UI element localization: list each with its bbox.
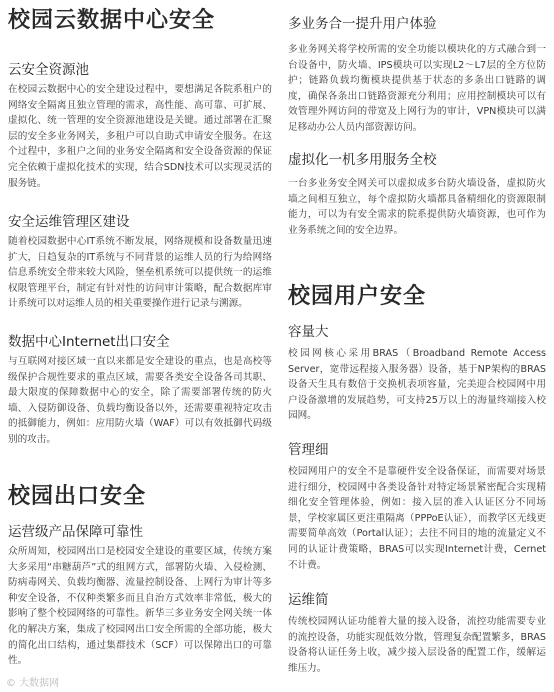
section-simple-ops <box>288 590 546 676</box>
paragraph-multi-service: 多业务网关将学校所需的安全功能以模块化的方式融合到一台设备中，防火墙、IPS模块可以实现L2～L7层的全方位防护；链路负载均衡模块提供基于状态的多条出口链路的调度，确保各条出口链路资源充分利用；应用控制模块可以有效管理外网访问的带宽及上网行为的审计，VPN模块可以满足移动办公人员内部资源访问。 <box>288 44 546 133</box>
heading-fine-management: 管理细 <box>288 442 329 458</box>
paragraph-capacity: 校园网核心采用BRAS（Broadband Remote Access Server，宽带远程接入服务器）设备，基于NP架构的BRAS设备天生具有数倍于交换机表项容量，完美迎合校园网中用户设备激增的发展趋势，可支持25万以上的海量终端接入校园网。 <box>288 348 546 422</box>
page-title-cloud-dc-security: 校园云数据中心安全 <box>8 8 216 33</box>
paragraph-cloud-resource-pool: 在校园云数据中心的安全建设过程中，要想满足各院系租户的网络安全隔离且独立管理的需求，高性能、高可靠、可扩展、虚拟化、统一管理的安全资源池建设是关键。通过部署在汇聚层的安全多业务网关，多租户可以自助式申请安全服务。在这个过程中，多租户之间的业务安全隔离和安全设备资源的保证完全依赖于虚拟化技术的实现，结合SDN技术可以实现灵活的服务链。 <box>8 84 272 189</box>
section-user-security <box>288 282 546 312</box>
section-campus-cloud-dc <box>8 6 272 36</box>
heading-capacity: 容量大 <box>288 324 329 340</box>
section-capacity <box>288 322 546 424</box>
paragraph-virtualization: 一台多业务安全网关可以虚拟成多台防火墙设备，虚拟防火墙之间相互独立，每个虚拟防火墙都具备精细化的资源限制能力，可以为有安全需求的院系提供防火墙资源，也可作为业务系统之间的安全边界。 <box>288 178 546 236</box>
section-fine-management <box>288 440 546 573</box>
section-carrier-grade <box>8 522 272 669</box>
paragraph-fine-management: 校园网用户的安全不是靠硬件安全设备保证，而需要对场景进行细分，校园网中各类设备针对特定场景紧密配合实现精细化安全管理体验，例如：接入层的准入认证区分不同场景，学校家属区更注重隔离（PPPoE认证），而教学区无线更需要简单高效（Portal认证）；去往不同目的地的流量定义不同的认证计费策略，BRAS可以实现Internet计费，Cernet不计费。 <box>288 466 546 571</box>
heading-virtualization: 虚拟化一机多用服务全校 <box>288 152 437 168</box>
heading-dc-internet-egress: 数据中心Internet出口安全 <box>8 334 170 350</box>
heading-simple-ops: 运维简 <box>288 592 329 608</box>
section-campus-egress <box>8 482 272 512</box>
page-title-user-security: 校园用户安全 <box>288 284 427 309</box>
paragraph-dc-internet-egress: 与互联网对接区域一直以来都是安全建设的重点，也是高校等级保护合规性要求的重点区域，需要各类安全设备各司其职、最大限度的保障数据中心的安全，除了需要部署传统的防火墙、入侵防御设备、负载均衡设备以外，还需要重视特定攻击的抵御能力，例如：应用防火墙（WAF）可以有效抵御代码级别的攻击。 <box>8 356 272 445</box>
heading-ops-management: 安全运维管理区建设 <box>8 214 130 230</box>
heading-multi-service: 多业务合一提升用户体验 <box>288 16 437 32</box>
section-cloud-resource-pool <box>8 60 272 191</box>
heading-carrier-grade: 运营级产品保障可靠性 <box>8 524 143 540</box>
page-title-egress-security: 校园出口安全 <box>8 484 147 509</box>
heading-cloud-resource-pool: 云安全资源池 <box>8 62 89 78</box>
watermark-text: © 大数据网 <box>6 678 60 689</box>
section-dc-internet-egress <box>8 332 272 448</box>
paragraph-ops-management: 随着校园数据中心IT系统不断发展，网络规模和设备数量迅速扩大，日趋复杂的IT系统与不同背景的运维人员的行为给网络信息系统安全带来较大风险，堡垒机系统可以提供统一的运维权限管理平台，制定有针对性的访问审计策略，配合数据库审计系统可以对运维人员的相关重要操作进行记录与溯源。 <box>8 236 272 310</box>
paragraph-simple-ops: 传统校园网认证功能着大量的接入设备，流控功能需要专业的流控设备，功能实现低效分散，管理复杂配置繁多，BRAS设备将认证任务上收，减少接入层设备的配置工作，缓解运维压力。 <box>288 616 546 674</box>
section-ops-management <box>8 212 272 312</box>
paragraph-carrier-grade: 众所周知，校园网出口是校园安全建设的重要区域，传统方案大多采用“串糖葫芦”式的组网方式，部署防火墙、入侵检测、防病毒网关、负载均衡器、流量控制设备、上网行为审计等多种安全设备，不仅种类繁多而且自治方式效率非常低，极大的影响了整个校园网络的可靠性。新华三多业务安全网关统一体化的解决方案，集成了校园网出口安全所需的全部功能，极大的简化出口结构，通过集群技术（SCF）可以保障出口的可靠性。 <box>8 546 272 667</box>
section-multi-service <box>288 14 546 136</box>
section-virtualization <box>288 150 546 238</box>
